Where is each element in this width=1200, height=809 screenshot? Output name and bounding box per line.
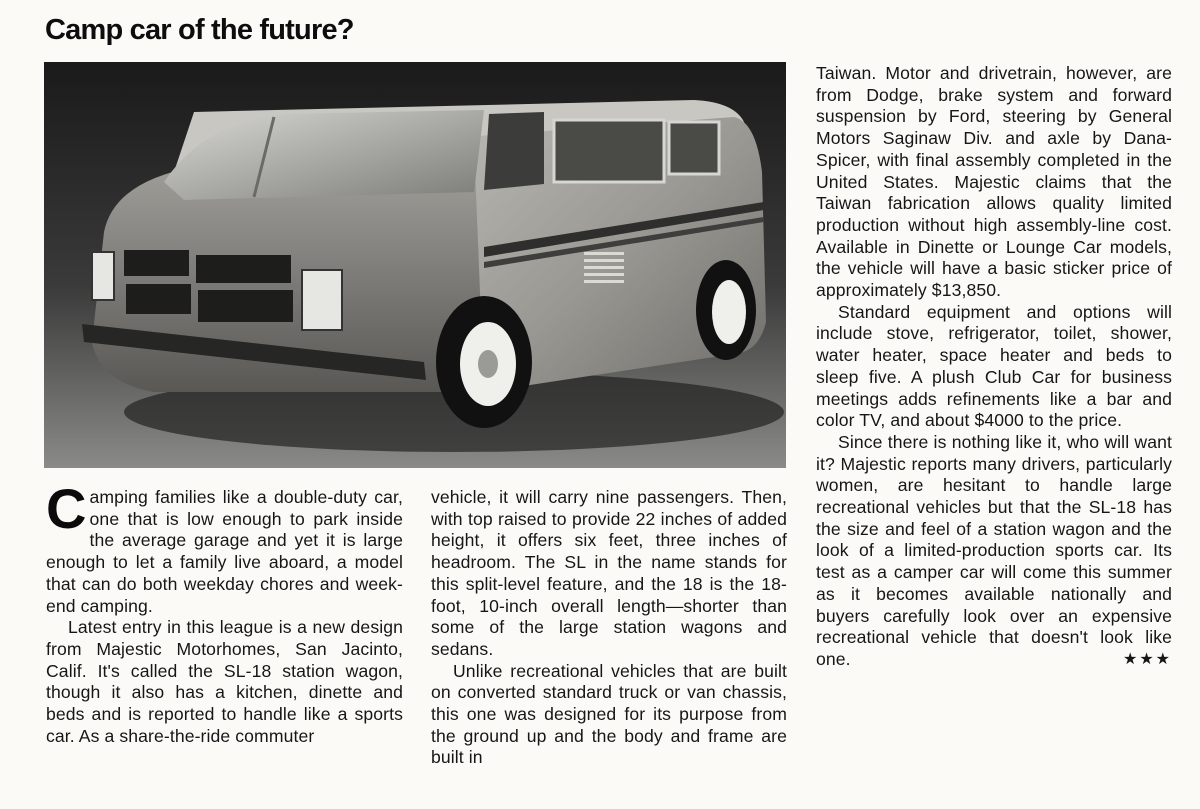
paragraph-who-wants-it — [816, 432, 1172, 671]
right-headlight — [302, 270, 342, 330]
van-photo — [44, 62, 786, 468]
paragraph-equipment: Standard equipment and options will include stove, refrigerator, toilet, shower, water heater, space heater and beds to sleep five. A plush Club Car for business meetings adds refinements like a bar and color TV, and about $4000 to the price. — [816, 301, 1172, 431]
paragraph-intro — [46, 477, 403, 617]
column-1 — [46, 477, 403, 747]
closing-text: Since there is nothing like it, who will want it? Majestic reports many drivers, particularly women, are hesitant to handle large recreational vehicles but that the SL-18 has the size and feel of a station wagon and the look of a limited-production sports car. Its test as a camper car will come this summer as it becomes available nationally and buyers carefully look over an expensive recreational vehicle that doesn't look like one. — [816, 431, 1172, 669]
column-2 — [431, 487, 787, 769]
front-wheel — [436, 296, 532, 428]
intro-text: amping families like a double-duty car, one that is low enough to park inside the average garage and yet it is large enough to let a family live aboard, a model that can do both weekday chores and week-end camping. — [46, 487, 403, 616]
paragraph-chassis-continued: Taiwan. Motor and drivetrain, however, are from Dodge, brake system and forward suspension by Ford, steering by General Motors Saginaw Div. and axle by Dana-Spicer, with final assembly completed in the United States. Majestic claims that the Taiwan fabrication allows quality limited production without high assembly-line cost. Available in Dinette or Lounge Car models, the vehicle will have a basic sticker price of approximately $13,850. — [816, 63, 1172, 301]
headline: Camp car of the future? — [45, 14, 354, 46]
column-3 — [816, 63, 1172, 671]
drop-cap: C — [46, 477, 87, 540]
end-mark: ★★★ — [1122, 650, 1172, 668]
rear-wheel — [696, 260, 756, 360]
paragraph-latest-entry-continued: vehicle, it will carry nine passengers. Then, with top raised to provide 22 inches of added height, it offers six feet, three inches of headroom. The SL in the name stands for this split-level feature, and the 18 is the 18-foot, 10-inch overall length—shorter than some of the large station wagons and sedans. — [431, 487, 787, 659]
paragraph-chassis: Unlike recreational vehicles that are built on converted standard truck or van chassis, this one was designed for its purpose from the ground up and the body and frame are built in — [431, 660, 787, 768]
van-illustration — [44, 62, 786, 468]
left-headlight — [92, 252, 114, 300]
paragraph-latest-entry: Latest entry in this league is a new design from Majestic Motorhomes, San Jacinto, Calif. It's called the SL-18 station wagon, though it also has a kitchen, dinette and beds and is reported to handle like a sports car. As a share-the-ride commuter — [46, 617, 403, 746]
